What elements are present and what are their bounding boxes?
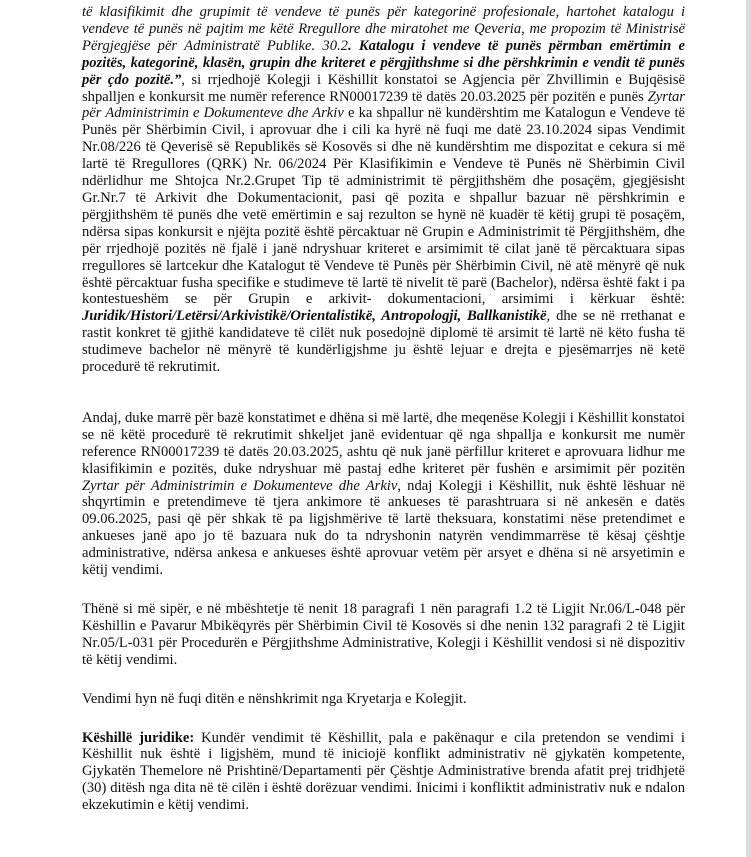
findings-text-2: e ka shpallur në kundërshtim me Katalogun e Vendeve të Punës për Shërbimin Civil, i aprovuar dhe i cili ka hyrë në fuqi me datë 23.10.2024 sipas Vendimit Nr.08/226 të Qeverisë së Republikës së Kosovës si dhe në kundërshtim me dispozitat e cekura si më lartë të Rregullores (QRK) Nr. 06/2024 Për Klasifikimin e Vendeve të Punës në Shërbimin Civil ndërlidhur me Shtojca Nr.2.Grupet Tip të administrimit të përgjithshëm dhe posaçëm, gjegjësisht Gr.Nr.7 të Arkivit dhe Dokumentacionit, pasi që pozita e shpallur bazuar në përshkrimin e përgjithshëm të punës dhe vetë emërtimin e saj rezulton se hynë në kuadër të këtij grupi të posaçëm, ndërsa sipas konkursit e njëjta pozitë është përcaktuar në Grupin e Administrimit të Përgjithshëm, dhe për rrjedhojë pozitës në fjalë i janë ndryshuar kriteret e arsimimit të cilat janë të përcaktuara sipas rregullores së lartcekur dhe Katalogut të Vendeve të Punës për Shërbimin Civil, në atë mënyrë që nuk është përcaktuar fusha specifike e studimeve të lartë të nivelit të parë (Bachelor), ndërsa është fakt i pa kontestueshëm se për Grupin e arkivit- dokumentacioni, arsimimi i kërkuar është: — [82, 105, 685, 308]
conclusion-text-2: , ndaj Kolegji i Këshillit, nuk është lëshuar në shqyrtimin e pretendimeve të tjera ankimore të ankueses të parashtruara si në ankesën e datës 09.06.2025, pasi që për shkak të pa ligjshmërive të lartë theksuara, konstatimi nëse pretendimet e ankueses janë apo jo të bazuara nuk do ta ndryshonin natyrën vendimmarrëse të kësaj çështje administrative, ndërsa ankesa e ankueses është aprovuar vetëm për arsyet e dhëna si në arsyetimin e këtij vendimi. — [82, 477, 685, 579]
legal-advice-text: Kundër vendimit të Këshillit, pala e pakënaqur e cila pretendon se vendimi i Këshillit nuk është i ligjshëm, mund të iniciojë konflikt administrativ në gjykatën kompetente, Gjykatën Themelore në Prishtinë/Departamenti për Çështje Administrative brenda afatit prej tridhjetë (30) ditësh nga dita në të cilën i është dorëzuar vendimi. Inicimi i konfliktit administrativ nuk e ndalon ekzekutimin e këtij vendimi. — [82, 729, 685, 814]
position-title-2: Zyrtar për Administrimin e Dokumenteve dhe Arkiv — [82, 477, 398, 494]
paragraph-entry-into-force: Vendimi hyn në fuqi ditën e nënshkrimit nga Kryetarja e Kolegjit. — [82, 690, 467, 707]
paragraph-conclusion — [82, 410, 685, 579]
regulation-citation: të klasifikimit dhe grupimit të vendeve të punës për kategorinë profesionale, hartohet katalogu i vendeve të punës në pajtim me këtë Rregullore dhe miratohet me Qeveria, me propozim të Ministrisë Përgjegjëse për Administratë Publike. 30.2 — [82, 4, 685, 54]
required-fields: Juridik/Histori/Letërsi/Arkivistikë/Orientalistikë, Antropologji, Ballkanistikë — [82, 308, 547, 325]
paragraph-legal-advice — [82, 730, 685, 815]
paragraph-legal-basis: Thënë si më sipër, e në mbështetje të nenit 18 paragrafi 1 nën paragrafi 1.2 të Ligjit Nr.06/L-048 për Këshillin e Pavarur Mbikëqyrës për Shërbimin Civil të Kosovës si dhe nenin 132 paragrafi 2 të Ligjit Nr.05/L-031 për Procedurën e Përgjithshme Administrative, Kolegji i Këshillit vendosi si në dispozitiv të këtij vendimi. — [82, 601, 685, 668]
catalog-quote: . Katalogu i vendeve të punës përmban emërtimin e pozitës, kategorinë, klasën, grupin dhe kriteret e përgjithshme si dhe përshkrimin e vendit të punës për çdo pozitë.” — [82, 37, 685, 88]
page-edge — [746, 0, 751, 857]
findings-text-3: , dhe se në rrethanat e rastit konkret të gjithë kandidateve të cilët nuk posedojnë diplomë të arsimit të lartë në këto fusha të studimeve bachelor në mënyrë të kundërligjshme ju është lejuar e drejta e pjesëmarrjes në ketë procedurë të rekrutimit. — [82, 308, 685, 376]
document-page — [82, 0, 685, 857]
legal-advice-label: Këshillë juridike: — [82, 729, 195, 746]
findings-text-1: , si rrjedhojë Kolegji i Këshillit konstatoi se Agjencia për Zhvillimin e Bujqësisë shpalljen e konkursit me numër reference RN00017239 të datës 20.03.2025 për pozitën e punës — [82, 71, 685, 105]
conclusion-text-1: Andaj, duke marrë për bazë konstatimet e dhëna si më lartë, dhe meqenëse Kolegji i Këshillit konstatoi se në këtë procedurë të rekrutimit shkeljet janë evidentuar që nga shpallja e konkursit me numër reference RN00017239 të datës 20.03.2025, ashtu që nuk janë përfillur kriteret e aprovuara lidhur me klasifikimin e pozitës, duke ndryshuar më pastaj edhe kriteret për fushën e arsimimit për pozitën — [82, 409, 685, 477]
paragraph-findings — [82, 4, 685, 376]
position-title: Zyrtar për Administrimin e Dokumenteve dhe Arkiv — [82, 88, 685, 122]
